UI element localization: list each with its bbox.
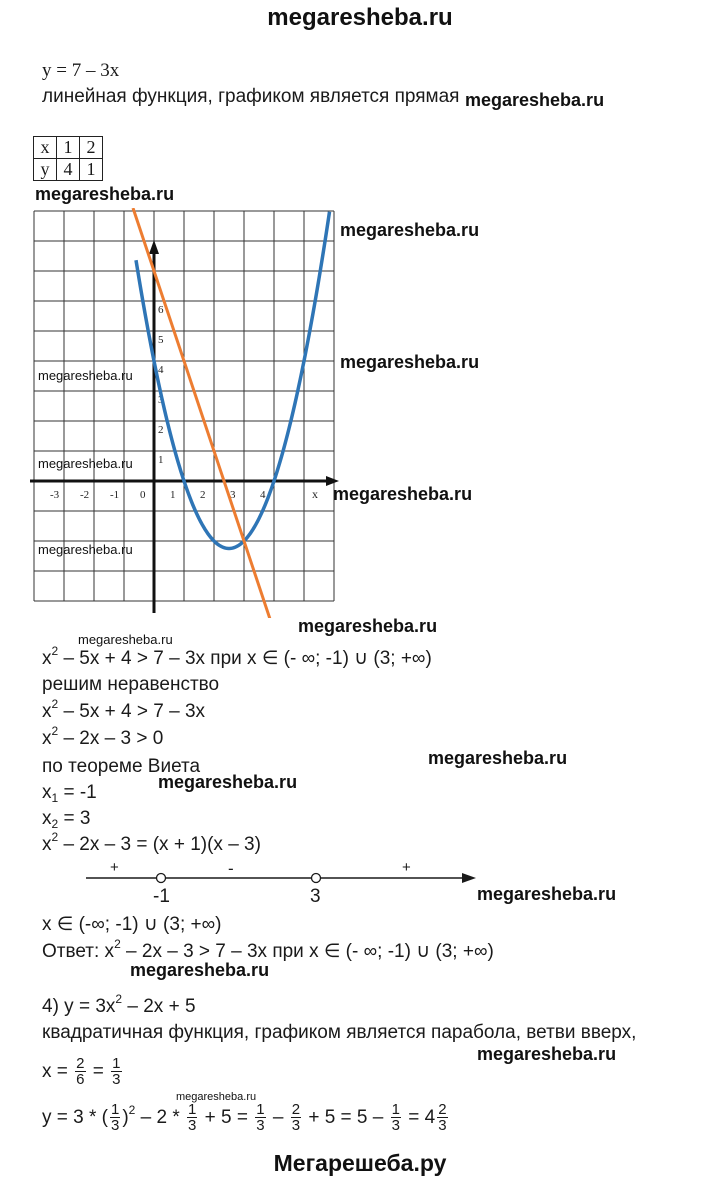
y-tick-label: 3 xyxy=(158,394,164,406)
step-2: $x^2 - 2x - 3 > 0$ xyxy=(42,724,164,749)
y-tick-label: 1 xyxy=(158,454,164,466)
fraction: $\frac{1}{3}$ xyxy=(111,1101,120,1135)
arrow-icon xyxy=(462,873,476,883)
table-cell: 1 xyxy=(80,159,103,181)
table-cell: 2 xyxy=(80,137,103,159)
watermark: megaresheba.ru xyxy=(428,748,568,768)
open-point xyxy=(312,874,321,883)
x-tick-label: 3 xyxy=(230,489,236,501)
x-tick-label: -2 xyxy=(80,489,90,501)
vertex-x: x = $\frac{2}{6}$ = $\frac{1}{3}$ xyxy=(42,1055,121,1089)
table-row xyxy=(34,159,103,181)
fraction: $\frac{1}{3}$ xyxy=(112,1055,121,1089)
watermark: megaresheba.ru xyxy=(333,484,473,504)
watermark: megaresheba.ru xyxy=(38,368,133,383)
table-cell: 4 xyxy=(57,159,80,181)
table-cell: 1 xyxy=(57,137,80,159)
watermark: megaresheba.ru xyxy=(465,90,605,110)
values-table xyxy=(33,136,103,181)
x-tick-label: 2 xyxy=(200,489,206,501)
watermark: megaresheba.ru xyxy=(158,772,298,792)
watermark: megaresheba.ru xyxy=(78,632,173,647)
x-tick-label: 0 xyxy=(140,489,146,501)
fraction: $\frac{2}{6}$ xyxy=(76,1055,85,1089)
inequality-main: $x^2 - 5x + 4 > 7 - 3x$ при x ∈ (- ∞; -1) ∪ (3; +∞) xyxy=(42,644,432,669)
number-line xyxy=(80,858,480,892)
table-cell: y xyxy=(34,159,57,181)
sign-minus: - xyxy=(228,859,234,878)
root-x1: $x_1 = -1$ xyxy=(42,782,97,805)
watermark: megaresheba.ru xyxy=(340,352,480,372)
y-tick-label: 5 xyxy=(158,334,164,346)
x-tick-label: 1 xyxy=(170,489,176,501)
fraction: $\frac{2}{3}$ xyxy=(291,1101,301,1135)
problem-4: 4) $y = 3x^2 - 2x + 5$ xyxy=(42,992,196,1017)
x-tick-label: -1 xyxy=(110,489,120,501)
y-tick-label: 6 xyxy=(158,304,164,316)
table-row xyxy=(34,137,103,159)
watermark: megaresheba.ru xyxy=(38,542,133,557)
function-description: линейная функция, графиком является прямая xyxy=(42,86,460,107)
watermark: megaresheba.ru xyxy=(477,1044,617,1064)
fraction: $\frac{1}{3}$ xyxy=(256,1101,265,1135)
watermark: megaresheba.ru xyxy=(38,456,133,471)
y-tick-label: 4 xyxy=(158,364,164,376)
watermark: megaresheba.ru xyxy=(130,960,270,980)
sign-plus: + xyxy=(402,859,411,876)
interval-line: x ∈ (-∞; -1) ∪ (3; +∞) xyxy=(42,914,222,935)
step-1: $x^2 - 5x + 4 > 7 - 3x$ xyxy=(42,697,206,722)
x-tick-label: -3 xyxy=(50,489,60,501)
vieta-line: по теореме Виета xyxy=(42,756,201,777)
quad-description: квадратичная функция, графиком является парабола, ветви вверх, xyxy=(42,1022,637,1043)
factorization: $x^2 - 2x - 3 = (x + 1)(x - 3)$ xyxy=(42,830,261,855)
sign-plus: + xyxy=(110,859,119,876)
point-label: 3 xyxy=(310,886,321,907)
point-label: -1 xyxy=(153,886,170,907)
x-axis-label: x xyxy=(312,487,318,501)
table-cell: x xyxy=(34,137,57,159)
watermark: megaresheba.ru xyxy=(340,220,480,240)
fraction: $\frac{1}{3}$ xyxy=(188,1101,197,1135)
watermark: megaresheba.ru xyxy=(176,1091,257,1103)
watermark: megaresheba.ru xyxy=(35,184,175,204)
watermark: megaresheba.ru xyxy=(477,884,617,904)
fraction: $\frac{1}{3}$ xyxy=(391,1101,400,1135)
fraction: $\frac{2}{3}$ xyxy=(438,1101,447,1135)
answer-line: Ответ: $x^2 - 2x - 3 > 7 - 3x$ при x ∈ (- ∞; -1) ∪ (3; +∞) xyxy=(42,937,494,962)
header-site: megaresheba.ru xyxy=(267,4,453,31)
watermark: megaresheba.ru xyxy=(298,616,438,636)
open-point xyxy=(157,874,166,883)
function-line: y = 7 – 3x xyxy=(42,60,120,81)
footer-site: Мегарешеба.ру xyxy=(273,1150,447,1176)
solve-line: решим неравенство xyxy=(42,674,220,695)
vertex-y: y = 3 * ( $\frac{1}{3}$ )$^2$ – 2 * $\frac{1}{3}$ + 5 = $\frac{1}{3}$ – $\frac{2}{3}$ + 5 = 5 – $\frac{1}{3}$ = 4 $\frac{2}{3}$ xyxy=(42,1101,447,1135)
y-tick-label: 2 xyxy=(158,424,164,436)
x-tick-label: 4 xyxy=(260,489,266,501)
y-axis-arrow-icon xyxy=(149,240,159,254)
root-x2: $x_2 = 3$ xyxy=(42,808,91,831)
